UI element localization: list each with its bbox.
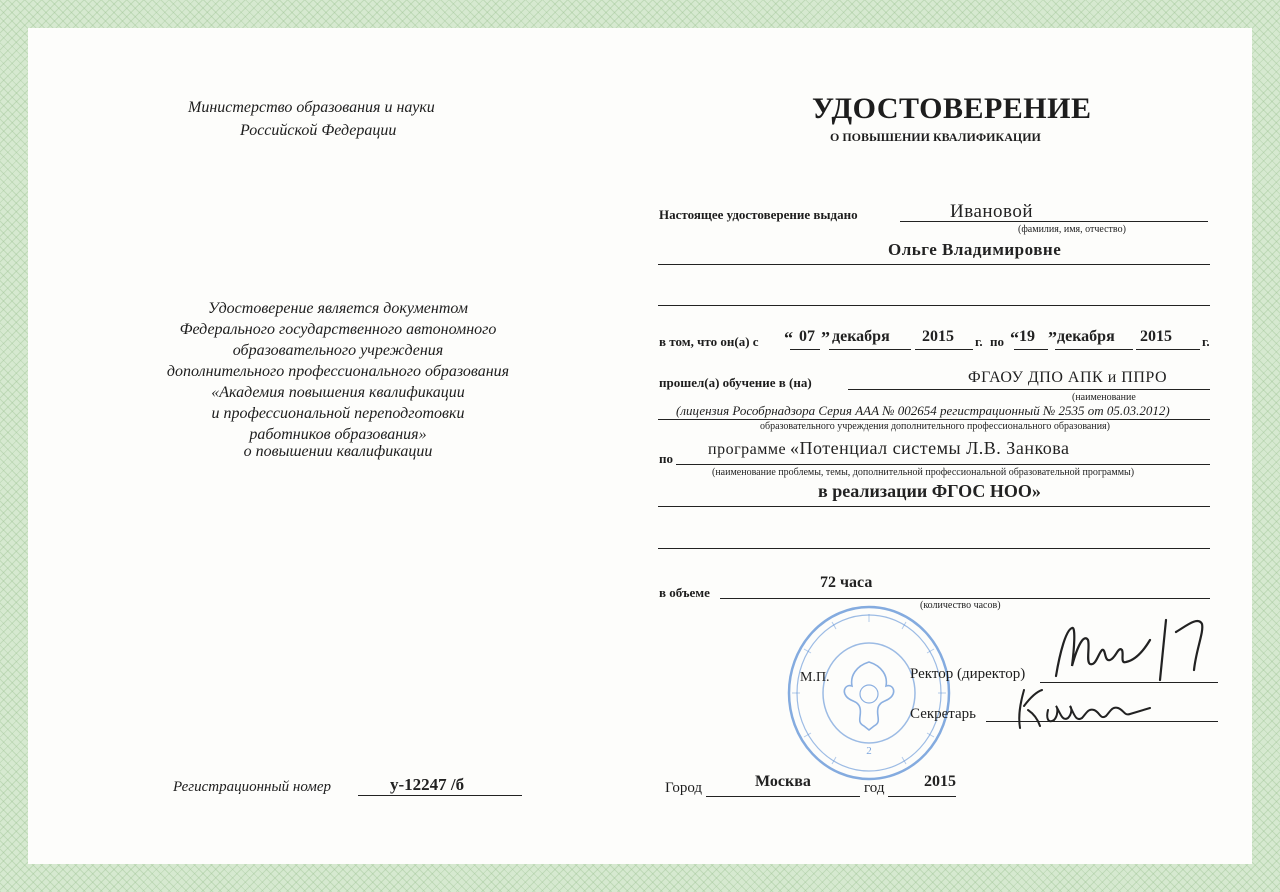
desc-line: дополнительного профессионального образования <box>166 363 510 380</box>
secretary-signature-icon <box>990 676 1170 736</box>
stamp-number: 2 <box>866 745 872 757</box>
institution-value: ФГАОУ ДПО АПК и ППРО <box>968 369 1168 386</box>
institution-line <box>848 389 1210 390</box>
blank-line-1 <box>658 305 1210 306</box>
start-year: 2015 <box>922 328 954 345</box>
program-line-2-value: в реализации ФГОС НОО» <box>818 481 1041 501</box>
rector-label: Ректор (директор) <box>910 666 1026 682</box>
quote-close: ” <box>821 328 830 348</box>
registration-label: Регистрационный номер <box>173 779 332 795</box>
start-day-line <box>790 349 820 350</box>
program-line-1-value: «Потенциал системы Л.В. Занкова <box>790 438 1070 458</box>
volume-label: в объеме <box>659 585 710 600</box>
desc-line: и профессиональной переподготовки <box>211 405 465 422</box>
desc-line: о повышении квалификации <box>243 443 433 460</box>
city-line <box>706 796 860 797</box>
year-abbr-1: г. <box>975 334 983 349</box>
program-by: по <box>659 451 673 466</box>
fio-hint: (фамилия, имя, отчество) <box>1018 224 1126 235</box>
left-description <box>128 298 548 462</box>
ministry-line-2: Российской Федерации <box>240 122 397 139</box>
end-year-line <box>1136 349 1200 350</box>
quote-close-2: ” <box>1048 328 1057 348</box>
program-line-2 <box>658 506 1210 507</box>
stamp-seal-icon <box>786 604 952 782</box>
program-hint: (наименование проблемы, темы, дополнительной профессиональной образовательной программы) <box>712 467 1135 478</box>
issued-label: Настоящее удостоверение выдано <box>659 207 858 222</box>
quote-open-2: “ <box>1010 328 1019 348</box>
trained-label: прошел(а) обучение в (на) <box>659 375 812 390</box>
quote-open: “ <box>784 328 793 348</box>
surname-value: Ивановой <box>950 201 1034 222</box>
naming-hint: (наименование <box>1072 392 1136 403</box>
end-year: 2015 <box>1140 328 1172 345</box>
year-label: год <box>864 780 885 796</box>
city-label: Город <box>665 780 703 796</box>
end-month-line <box>1055 349 1133 350</box>
dates-label: в том, что он(а) с <box>659 334 759 349</box>
desc-line: Федерального государственного автономного <box>179 321 497 338</box>
registration-number: у-12247 /б <box>390 775 465 794</box>
desc-line: «Академия повышения квалификации <box>211 384 465 401</box>
official-stamp <box>786 604 952 782</box>
start-day: 07 <box>799 328 815 345</box>
desc-line: Удостоверение является документом <box>208 300 468 317</box>
ministry-line-1: Министерство образования и науки <box>188 99 435 116</box>
program-word: программе <box>708 441 787 458</box>
desc-line: работников образования» <box>249 426 427 443</box>
secretary-label: Секретарь <box>910 706 977 722</box>
institution-hint: образовательного учреждения дополнительного профессионального образования) <box>760 421 1110 432</box>
start-month-line <box>829 349 911 350</box>
program-line-1 <box>676 464 1210 465</box>
end-month: декабря <box>1057 328 1115 345</box>
license-text: (лицензия Рособрнадзора Серия ААА № 002654 регистрационный № 2535 от 05.03.2012) <box>676 403 1170 418</box>
mp-label: М.П. <box>800 670 830 685</box>
name-patronymic-value: Ольге Владимировне <box>888 240 1062 259</box>
start-month: декабря <box>832 328 890 345</box>
license-line <box>658 419 1210 420</box>
start-year-line <box>915 349 973 350</box>
registration-line <box>358 795 522 796</box>
city-value: Москва <box>755 773 811 790</box>
name-line <box>658 264 1210 265</box>
blank-line-2 <box>658 548 1210 549</box>
end-day: 19 <box>1019 328 1035 345</box>
surname-line <box>900 221 1208 222</box>
desc-line: образовательного учреждения <box>232 342 444 359</box>
certificate-subtitle: О ПОВЫШЕНИИ КВАЛИФИКАЦИИ <box>830 130 1041 144</box>
to-label: по <box>990 334 1004 349</box>
end-day-line <box>1014 349 1048 350</box>
volume-line <box>720 598 1210 599</box>
hours-hint: (количество часов) <box>920 600 1001 611</box>
hours-value: 72 часа <box>820 574 873 591</box>
year-abbr-2: г. <box>1202 334 1210 349</box>
year-line <box>888 796 956 797</box>
year-value: 2015 <box>924 773 956 790</box>
certificate-title: УДОСТОВЕРЕНИЕ <box>812 92 1092 125</box>
